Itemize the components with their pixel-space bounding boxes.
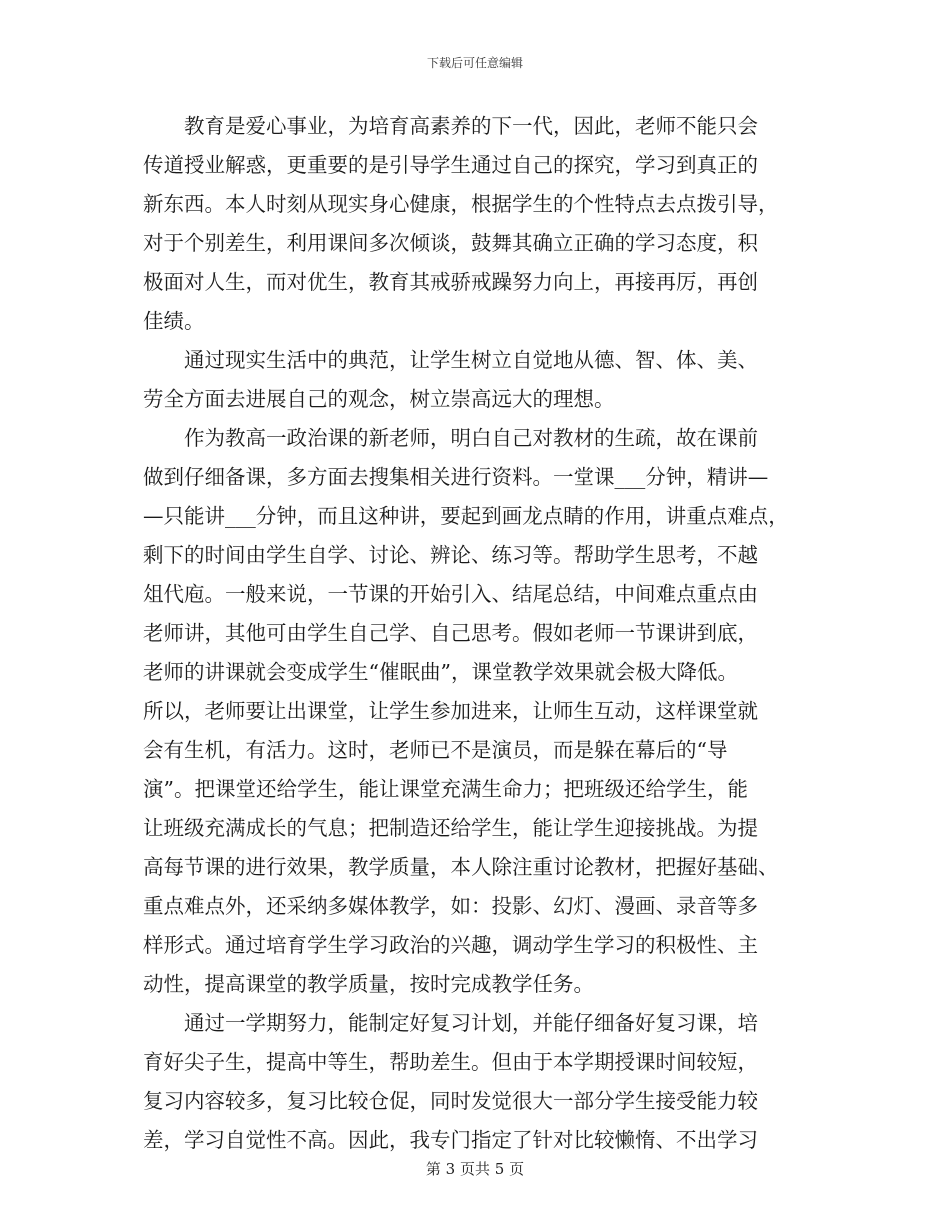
text-line: 演”。把课堂还给学生，能让课堂充满生命力；把班级还给学生，能 — [143, 777, 748, 801]
text-line: 老师的讲课就会变成学生“催眠曲”，课堂教学效果就会极大降低。 — [143, 660, 738, 684]
text-line: 做到仔细备课，多方面去搜集相关进行资料。一堂课___分钟，精讲— — [143, 465, 769, 489]
text-line: 动性，提高课堂的教学质量，按时完成教学任务。 — [143, 972, 594, 996]
text-line: 通过一学期努力，能制定好复习计划，并能仔细备好复习课，培 — [143, 1011, 758, 1035]
text-line: —只能讲___分钟，而且这种讲，要起到画龙点睛的作用，讲重点难点， — [143, 504, 789, 528]
text-line: 老师讲，其他可由学生自己学、自己思考。假如老师一节课讲到底， — [143, 621, 758, 645]
text-line: 剩下的时间由学生自学、讨论、辨论、练习等。帮助学生思考，不越 — [143, 543, 758, 567]
text-line: 新东西。本人时刻从现实身心健康，根据学生的个性特点去点拨引导， — [143, 192, 779, 216]
page-footer: 第 3 页共 5 页 — [425, 1160, 525, 1178]
page-header: 下载后可任意编辑 — [426, 56, 523, 70]
text-line: 传道授业解惑，更重要的是引导学生通过自己的探究，学习到真正的 — [143, 153, 758, 177]
text-line: 样形式。通过培育学生学习政治的兴趣，调动学生学习的积极性、主 — [143, 933, 758, 957]
text-line: 作为教高一政治课的新老师，明白自己对教材的生疏，故在课前 — [143, 426, 758, 450]
text-line: 通过现实生活中的典范，让学生树立自觉地从德、智、体、美、 — [143, 348, 758, 372]
text-line: 佳绩。 — [143, 309, 205, 333]
text-line: 对于个别差生，利用课间多次倾谈，鼓舞其确立正确的学习态度，积 — [143, 231, 758, 255]
text-line: 重点难点外，还采纳多媒体教学，如：投影、幻灯、漫画、录音等多 — [143, 894, 758, 918]
text-line: 高每节课的进行效果，教学质量，本人除注重讨论教材，把握好基础、 — [143, 855, 779, 879]
text-line: 让班级充满成长的气息；把制造还给学生，能让学生迎接挑战。为提 — [143, 816, 758, 840]
text-line: 教育是爱心事业，为培育高素养的下一代，因此，老师不能只会 — [143, 114, 758, 138]
text-line: 俎代庖。一般来说，一节课的开始引入、结尾总结，中间难点重点由 — [143, 582, 758, 606]
text-line: 极面对人生，而对优生，教育其戒骄戒躁努力向上，再接再厉，再创 — [143, 270, 758, 294]
text-line: 会有生机，有活力。这时，老师已不是演员，而是躲在幕后的“导 — [143, 738, 728, 762]
text-line: 劳全方面去进展自己的观念，树立崇高远大的理想。 — [143, 387, 615, 411]
text-line: 所以，老师要让出课堂，让学生参加进来，让师生互动，这样课堂就 — [143, 699, 758, 723]
text-line: 复习内容较多，复习比较仓促，同时发觉很大一部分学生接受能力较 — [143, 1089, 758, 1113]
text-line: 育好尖子生，提高中等生，帮助差生。但由于本学期授课时间较短， — [143, 1050, 758, 1074]
document-body — [143, 107, 808, 1160]
text-line: 差，学习自觉性不高。因此，我专门指定了针对比较懒惰、不出学习 — [143, 1128, 758, 1152]
